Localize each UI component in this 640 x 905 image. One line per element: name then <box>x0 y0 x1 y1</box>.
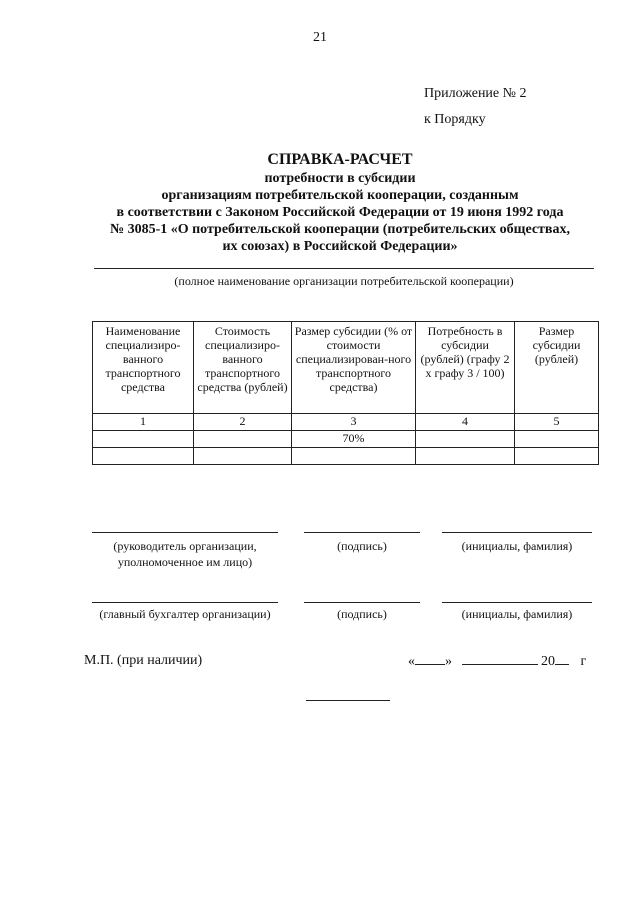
header-subsidy-need: Потребность в субсидии (рублей) (графу 2 х графу 3 / 100) <box>416 322 515 414</box>
title-line: потребности в субсидии <box>264 171 416 186</box>
column-number: 4 <box>416 414 515 431</box>
appendix-reference: к Порядку <box>424 112 486 127</box>
date-year-prefix: 20 <box>541 654 555 669</box>
document-title <box>60 150 620 255</box>
accountant-name-line[interactable] <box>442 602 592 603</box>
head-signature-caption: (подпись) <box>337 539 387 553</box>
table-cell[interactable] <box>515 448 599 465</box>
date-year-blank[interactable] <box>555 653 569 665</box>
table-cell[interactable] <box>93 431 194 448</box>
accountant-signature-line[interactable] <box>304 602 420 603</box>
head-role-line[interactable] <box>92 532 278 533</box>
title-line: в соответствии с Законом Российской Федерации от 19 июня 1992 года <box>116 205 564 220</box>
table-row <box>93 431 599 448</box>
table-header-row <box>93 322 599 414</box>
header-subsidy-percent: Размер субсидии (% от стоимости специализирован-ного транспортного средства) <box>292 322 416 414</box>
column-number-row <box>93 414 599 431</box>
table-cell[interactable] <box>292 448 416 465</box>
title-main: СПРАВКА-РАСЧЕТ <box>267 151 413 168</box>
accountant-role-line[interactable] <box>92 602 278 603</box>
accountant-signature-caption: (подпись) <box>337 607 387 621</box>
table-cell[interactable] <box>515 431 599 448</box>
table-cell[interactable]: 70% <box>292 431 416 448</box>
appendix-number: Приложение № 2 <box>424 86 527 101</box>
table-cell[interactable] <box>194 431 292 448</box>
column-number: 5 <box>515 414 599 431</box>
table-cell[interactable] <box>194 448 292 465</box>
org-name-field[interactable] <box>94 268 594 269</box>
date-month-blank[interactable] <box>462 653 538 665</box>
head-role-caption: (руководитель организации, уполномоченное им лицо) <box>113 539 257 569</box>
date-year-suffix: г <box>580 654 587 669</box>
header-vehicle-cost: Стоимость специализиро-ванного транспортного средства (рублей) <box>194 322 292 414</box>
title-line: организациям потребительской кооперации, созданным <box>161 188 519 203</box>
table-cell[interactable] <box>93 448 194 465</box>
header-vehicle-name: Наименование специализиро-ванного транспортного средства <box>93 322 194 414</box>
date-day-blank[interactable] <box>415 653 445 665</box>
subsidy-table <box>92 321 599 465</box>
column-number: 3 <box>292 414 416 431</box>
column-number: 1 <box>93 414 194 431</box>
head-signature-line[interactable] <box>304 532 420 533</box>
head-name-line[interactable] <box>442 532 592 533</box>
column-number: 2 <box>194 414 292 431</box>
accountant-role-caption: (главный бухгалтер организации) <box>99 607 271 621</box>
table-row <box>93 448 599 465</box>
stamp-placeholder: М.П. (при наличии) <box>84 653 203 668</box>
header-subsidy-amount: Размер субсидии (рублей) <box>515 322 599 414</box>
table-cell[interactable] <box>416 448 515 465</box>
end-divider <box>306 700 390 701</box>
title-line: их союзах) в Российской Федерации» <box>222 239 458 254</box>
accountant-name-caption: (инициалы, фамилия) <box>461 607 573 621</box>
table-cell[interactable] <box>416 431 515 448</box>
page-number: 21 <box>313 30 327 45</box>
org-name-caption: (полное наименование организации потребительской кооперации) <box>174 274 514 288</box>
date-field <box>408 653 586 670</box>
head-name-caption: (инициалы, фамилия) <box>461 539 573 553</box>
date-close-quote: » <box>445 654 452 669</box>
date-open-quote: « <box>408 654 415 669</box>
title-line: № 3085-1 «О потребительской кооперации (потребительских обществах, <box>110 222 570 237</box>
